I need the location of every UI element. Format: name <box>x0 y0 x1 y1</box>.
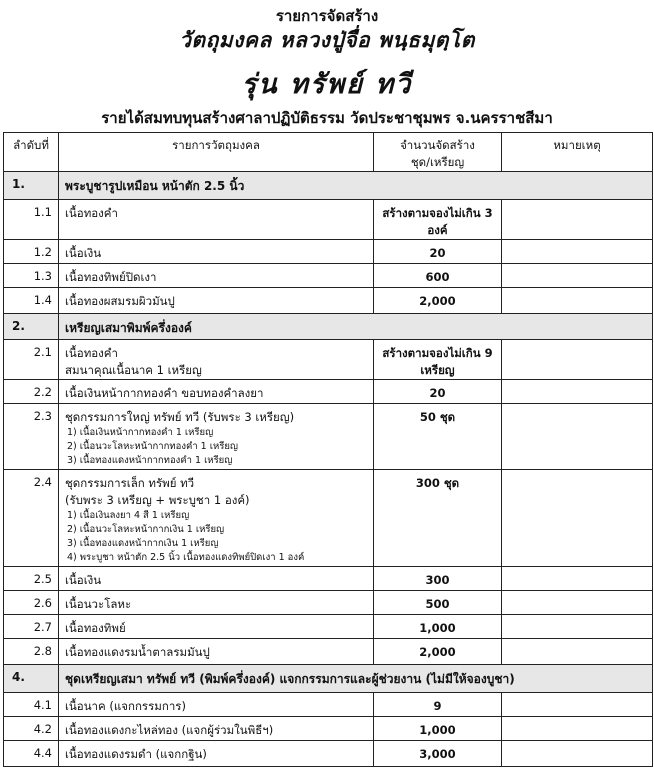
table-body <box>4 172 653 767</box>
row-note <box>502 240 653 264</box>
section-number: 1. <box>4 172 59 200</box>
item-line: เนื้อเงินหน้ากากทองคำ ขอบทองคำลงยา <box>65 386 264 400</box>
header-qty-line1: จำนวนจัดสร้าง <box>400 138 475 152</box>
row-number: 1.3 <box>4 264 59 288</box>
section-title: ชุดเหรียญเสมา ทรัพย์ ทวี (พิมพ์ครึ่งองค์) แจกกรรมการและผู้ช่วยงาน (ไม่มีให้จองบูชา) <box>59 665 653 693</box>
row-quantity <box>374 717 502 741</box>
row-note <box>502 591 653 615</box>
row-quantity <box>374 591 502 615</box>
row-number: 2.4 <box>4 470 59 567</box>
table-row <box>4 288 653 314</box>
item-line: เนื้อเงิน <box>65 246 102 260</box>
item-subline: 1) เนื้อเงินหน้ากากทองคำ 1 เหรียญ <box>67 427 214 438</box>
table-row <box>4 240 653 264</box>
quantity-line: สร้างตามจองไม่เกิน 9 <box>382 346 493 360</box>
quantity-line: สร้างตามจองไม่เกิน 3 <box>382 206 493 220</box>
row-note <box>502 639 653 665</box>
item-line: สมนาคุณเนื้อนาค 1 เหรียญ <box>65 363 202 377</box>
row-number: 2.7 <box>4 615 59 639</box>
quantity-line: 20 <box>429 386 446 400</box>
row-quantity <box>374 380 502 404</box>
header-qty <box>374 133 502 172</box>
row-number: 4.4 <box>4 741 59 767</box>
item-subline: 2) เนื้อนวะโลหะหน้ากากทองคำ 1 เหรียญ <box>67 441 239 452</box>
quantity-line: 500 <box>425 597 450 611</box>
row-number: 2.1 <box>4 340 59 380</box>
item-subline: 4) พระบูชา หน้าตัก 2.5 นิ้ว เนื้อทองแดงทิพย์ปิดเงา 1 องค์ <box>67 552 305 563</box>
row-number: 4.1 <box>4 693 59 717</box>
row-quantity <box>374 240 502 264</box>
row-item <box>59 340 374 380</box>
row-item <box>59 639 374 665</box>
section-title: พระบูชารูปเหมือน หน้าตัก 2.5 นิ้ว <box>59 172 653 200</box>
row-quantity <box>374 470 502 567</box>
row-item <box>59 264 374 288</box>
row-note <box>502 264 653 288</box>
table-row <box>4 340 653 380</box>
quantity-line: 300 ชุด <box>415 476 460 490</box>
header-note: หมายเหตุ <box>502 133 653 172</box>
row-note <box>502 741 653 767</box>
amulet-table <box>3 132 653 767</box>
quantity-line: 2,000 <box>419 294 456 308</box>
item-line: เนื้อทองแดงรมน้ำตาลรมมันปู <box>65 645 210 659</box>
quantity-line: 20 <box>429 246 446 260</box>
row-quantity <box>374 288 502 314</box>
item-line: เนื้อนวะโลหะ <box>65 597 132 611</box>
item-line: เนื้อทองทิพย์ปิดเงา <box>65 270 157 284</box>
row-note <box>502 340 653 380</box>
row-item <box>59 567 374 591</box>
edition-title: รุ่น ทรัพย์ ทวี <box>241 69 413 100</box>
row-quantity <box>374 639 502 665</box>
section-number: 4. <box>4 665 59 693</box>
row-item <box>59 288 374 314</box>
row-quantity <box>374 264 502 288</box>
item-line: เนื้อทองผสมรมผิวมันปู <box>65 294 175 308</box>
table-row <box>4 693 653 717</box>
section-title: เหรียญเสมาพิมพ์ครึ่งองค์ <box>59 314 653 340</box>
row-note <box>502 693 653 717</box>
row-note <box>502 200 653 240</box>
row-note <box>502 288 653 314</box>
row-note <box>502 404 653 470</box>
quantity-line: 1,000 <box>419 621 456 635</box>
quantity-line: 50 ชุด <box>419 410 456 424</box>
row-number: 2.3 <box>4 404 59 470</box>
row-note <box>502 380 653 404</box>
quantity-line: เหรียญ <box>420 363 455 377</box>
row-number: 2.2 <box>4 380 59 404</box>
row-number: 1.1 <box>4 200 59 240</box>
row-item <box>59 615 374 639</box>
table-row <box>4 717 653 741</box>
row-quantity <box>374 615 502 639</box>
amulet-title: วัตถุมงคล หลวงปู่จื่อ พนฺธมุตฺโต <box>179 27 475 52</box>
item-line: เนื้อทองคำ <box>65 346 118 360</box>
table-row <box>4 741 653 767</box>
row-item <box>59 380 374 404</box>
item-line: เนื้อทองคำ <box>65 206 118 220</box>
section-row <box>4 665 653 693</box>
quantity-line: 300 <box>425 573 450 587</box>
item-line: เนื้อเงิน <box>65 573 102 587</box>
row-quantity <box>374 741 502 767</box>
item-line: (รับพระ 3 เหรียญ + พระบูชา 1 องค์) <box>65 493 250 507</box>
list-heading: รายการจัดสร้าง <box>275 7 379 25</box>
table-row <box>4 200 653 240</box>
row-quantity <box>374 340 502 380</box>
row-note <box>502 470 653 567</box>
purpose-subtitle: รายได้สมทบทุนสร้างศาลาปฏิบัติธรรม วัดประชาชุมพร จ.นครราชสีมา <box>101 109 553 127</box>
row-quantity <box>374 567 502 591</box>
header-item: รายการวัตถุมงคล <box>59 133 374 172</box>
row-number: 2.8 <box>4 639 59 665</box>
quantity-line: 9 <box>433 699 442 713</box>
row-quantity <box>374 404 502 470</box>
quantity-line: 3,000 <box>419 747 456 761</box>
table-row <box>4 264 653 288</box>
table-row <box>4 639 653 665</box>
row-number: 1.4 <box>4 288 59 314</box>
table-row <box>4 615 653 639</box>
item-subline: 1) เนื้อเงินลงยา 4 สี 1 เหรียญ <box>67 510 190 521</box>
table-row <box>4 470 653 567</box>
header-no: ลำดับที่ <box>4 133 59 172</box>
row-item <box>59 200 374 240</box>
row-item <box>59 693 374 717</box>
row-note <box>502 615 653 639</box>
row-item <box>59 470 374 567</box>
row-item <box>59 717 374 741</box>
item-line: เนื้อทองแดงกะไหล่ทอง (แจกผู้ร่วมในพิธีฯ) <box>65 723 274 737</box>
quantity-line: องค์ <box>427 223 448 237</box>
row-note <box>502 717 653 741</box>
quantity-line: 600 <box>425 270 450 284</box>
row-item <box>59 240 374 264</box>
quantity-line: 2,000 <box>419 645 456 659</box>
section-row <box>4 172 653 200</box>
item-subline: 3) เนื้อทองแดงหน้ากากเงิน 1 เหรียญ <box>67 538 219 549</box>
item-line: เนื้อนาค (แจกกรรมการ) <box>65 699 186 713</box>
row-note <box>502 567 653 591</box>
row-item <box>59 404 374 470</box>
row-number: 2.6 <box>4 591 59 615</box>
quantity-line: 1,000 <box>419 723 456 737</box>
item-line: ชุดกรรมการเล็ก ทรัพย์ ทวี <box>65 476 195 490</box>
table-row <box>4 591 653 615</box>
row-item <box>59 591 374 615</box>
row-quantity <box>374 693 502 717</box>
item-line: เนื้อทองทิพย์ <box>65 621 126 635</box>
section-number: 2. <box>4 314 59 340</box>
item-subline: 3) เนื้อทองแดงหน้ากากทองคำ 1 เหรียญ <box>67 455 233 466</box>
item-line: เนื้อทองแดงรมดำ (แจกกฐิน) <box>65 747 207 761</box>
row-item <box>59 741 374 767</box>
item-line: ชุดกรรมการใหญ่ ทรัพย์ ทวี (รับพระ 3 เหรียญ) <box>65 410 295 424</box>
row-number: 2.5 <box>4 567 59 591</box>
table-row <box>4 380 653 404</box>
table-row <box>4 567 653 591</box>
section-row <box>4 314 653 340</box>
table-header-row <box>4 133 653 172</box>
item-subline: 2) เนื้อนวะโลหะหน้ากากเงิน 1 เหรียญ <box>67 524 225 535</box>
row-number: 4.2 <box>4 717 59 741</box>
row-quantity <box>374 200 502 240</box>
table-row <box>4 404 653 470</box>
header-qty-line2: ชุด/เหรียญ <box>410 155 465 169</box>
row-number: 1.2 <box>4 240 59 264</box>
